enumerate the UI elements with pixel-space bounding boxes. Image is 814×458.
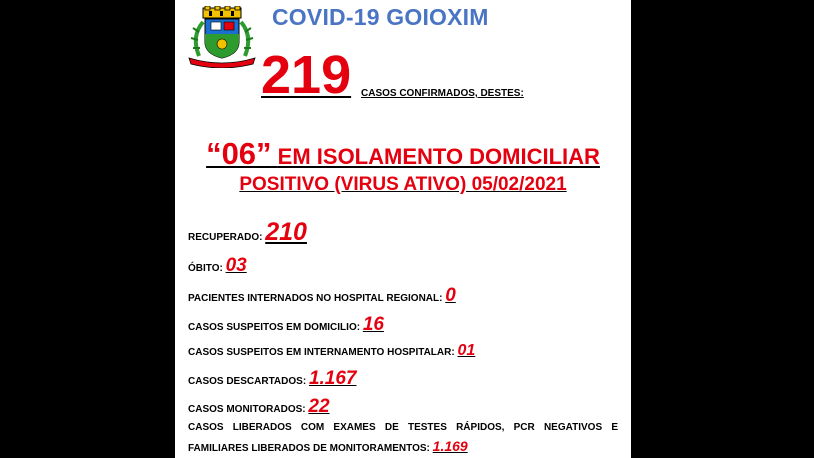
- stat-row-suspected-home: [188, 314, 384, 336]
- isolation-line-2: POSITIVO (VIRUS ATIVO) 05/02/2021: [239, 174, 567, 195]
- isolation-count: “06”: [206, 136, 272, 171]
- stat-value: 0: [445, 285, 456, 306]
- stat-value: 1.169: [432, 438, 468, 454]
- stat-label: CASOS LIBERADOS COM EXAMES DE TESTES RÁPIDOS, PCR NEGATIVOS E FAMILIARES LIBERADOS DE MONITORAMENTOS:: [188, 422, 618, 454]
- stat-value: 03: [225, 255, 247, 276]
- stat-value: 22: [308, 396, 330, 417]
- stat-row-released: [188, 419, 618, 458]
- confirmed-count: 219: [261, 45, 352, 105]
- stat-label: CASOS SUSPEITOS EM DOMICILIO:: [188, 322, 361, 333]
- stat-label: CASOS SUSPEITOS EM INTERNAMENTO HOSPITALAR:: [188, 347, 455, 358]
- isolation-line-1: [175, 136, 631, 172]
- page-title: COVID-19 GOIOXIM: [272, 4, 489, 30]
- stat-row-deaths: [188, 255, 247, 277]
- stat-value: 16: [362, 314, 384, 335]
- isolation-label: EM ISOLAMENTO DOMICILIAR: [277, 144, 600, 169]
- stat-row-discarded: [188, 368, 356, 390]
- confirmed-label: CASOS CONFIRMADOS, DESTES:: [361, 88, 524, 99]
- stat-label: CASOS MONITORADOS:: [188, 404, 306, 415]
- stat-label: CASOS DESCARTADOS:: [188, 376, 307, 387]
- stat-row-monitored: [188, 396, 330, 418]
- stat-row-hospitalized: [188, 285, 456, 307]
- stat-value: 01: [457, 342, 476, 359]
- coat-of-arms-icon: [185, 6, 259, 68]
- stat-label: RECUPERADO:: [188, 232, 263, 243]
- stat-value: 1.167: [308, 368, 357, 389]
- stat-row-suspected-hospital: [188, 342, 475, 360]
- stat-row-recovered: [188, 218, 307, 247]
- stat-label: PACIENTES INTERNADOS NO HOSPITAL REGIONAL:: [188, 293, 443, 304]
- stat-value: 210: [265, 218, 307, 246]
- stat-label: ÓBITO:: [188, 263, 223, 274]
- bulletin-sheet: [175, 0, 631, 458]
